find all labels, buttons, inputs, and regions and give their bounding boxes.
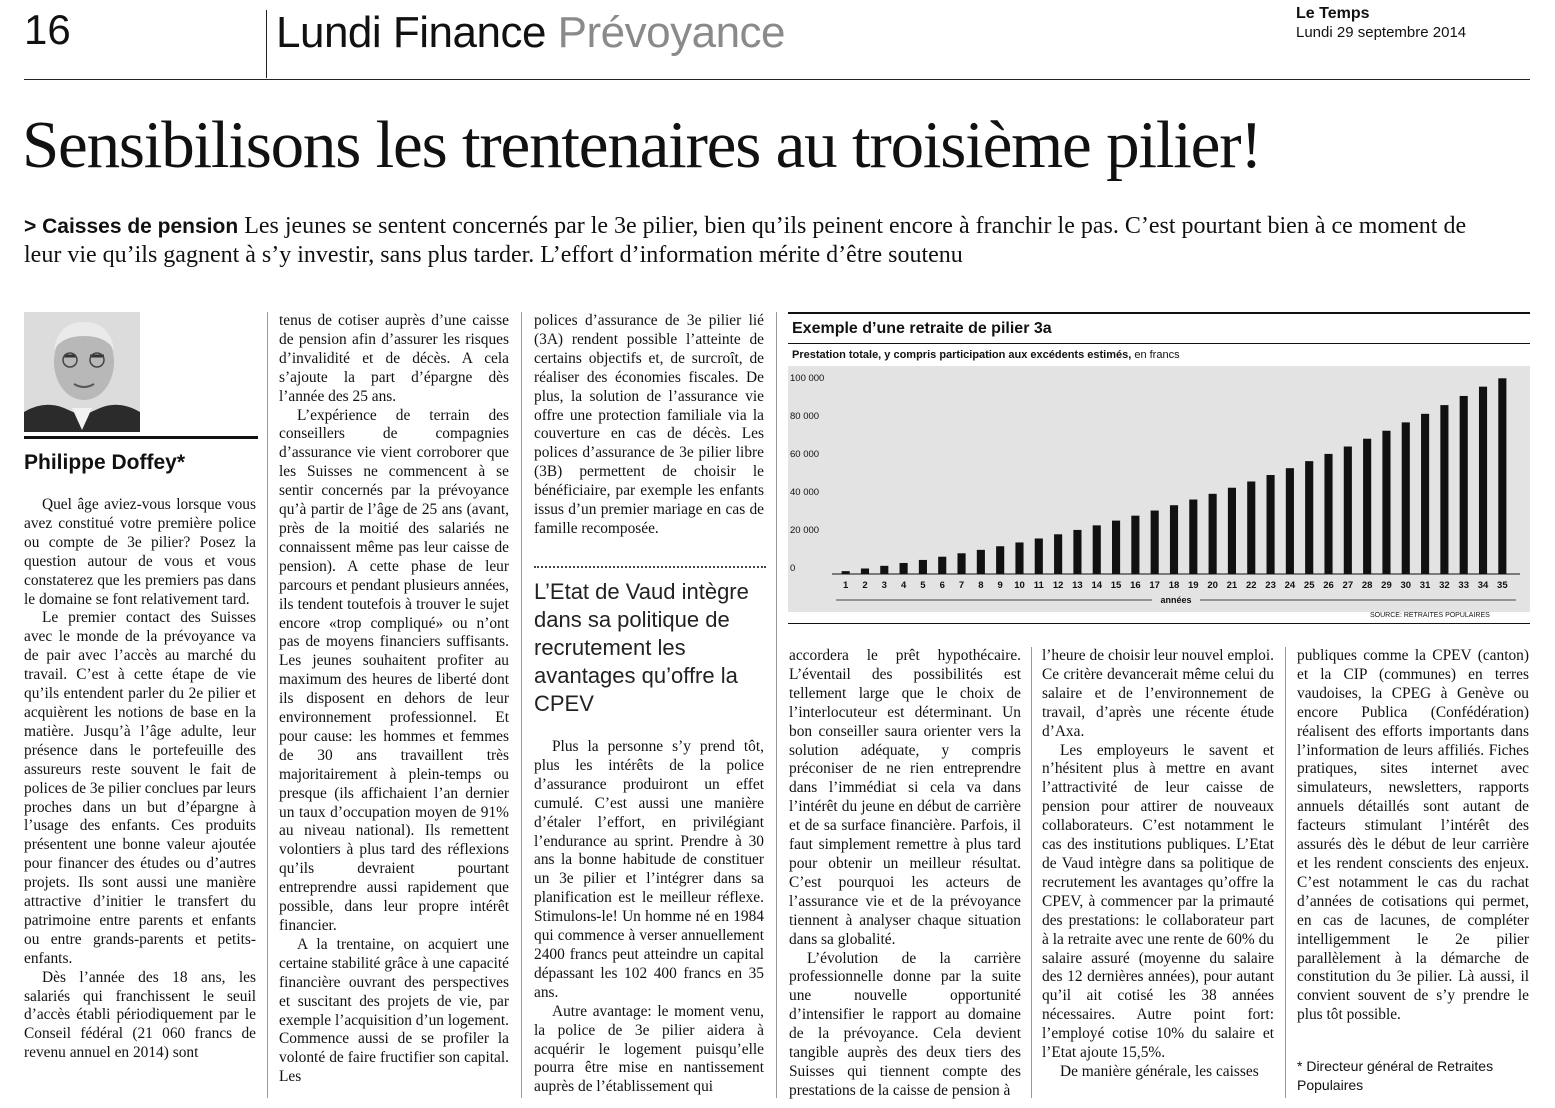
x-tick-label: 15 — [1110, 580, 1122, 591]
author-name: Philippe Doffey* — [24, 451, 186, 474]
x-tick-label: 26 — [1323, 580, 1334, 591]
paragraph: l’heure de choisir leur nouvel emploi. Ce critère devancerait même celui du salaire et de l’environnement de travail, d’après une récente étude d’Axa. — [1042, 647, 1274, 740]
subheading: L’Etat de Vaud intègre dans sa politique de recrutement les avantages qu’offre la CPEV — [534, 579, 749, 716]
bar — [1170, 505, 1178, 574]
lead-kicker: > Caisses de pension — [24, 215, 239, 238]
author-photo — [24, 312, 140, 432]
page-number: 16 — [24, 6, 71, 53]
header-divider — [266, 10, 267, 78]
x-tick-label: 24 — [1284, 580, 1296, 591]
column-rule — [267, 312, 268, 1098]
chart-subtitle-bold: Prestation totale, y compris participation aux excédents estimés, — [792, 349, 1132, 361]
bar — [1498, 378, 1506, 574]
paragraph: A la trentaine, on acquiert une certaine stabilité grâce à une capacité financière ouvrant des perspectives et suscitant des projets de vie, par exemple l’acquisition d’un logement. Commence aussi de se profiler la volonté de faire fructifier son capital. Les — [279, 935, 509, 1086]
bar — [1324, 454, 1332, 574]
chart-source: SOURCE: RETRAITES POPULAIRES — [1370, 612, 1490, 619]
x-tick-label: 27 — [1342, 580, 1354, 591]
bar — [842, 571, 850, 574]
bar — [1344, 447, 1352, 574]
bar — [1131, 516, 1139, 574]
bar — [1247, 481, 1255, 574]
article-column-1 — [24, 496, 256, 1063]
bar — [977, 550, 985, 574]
x-tick-label: 28 — [1361, 580, 1373, 591]
paragraph: accordera le prêt hypothécaire. L’éventail des possibilités est tellement large que le choix de l’interlocuteur est déterminant. Un bon conseiller saura orienter vers la solution adéquate, y compris préconiser de ne rien entreprendre dans l’immédiat si cela va dans l’intérêt du jeune en début de carrière et de sa surface financière. Parfois, il faut simplement remettre à plus tard pour obtenir un meilleur résultat. C’est pourquoi les acteurs de l’assurance vie et de la prévoyance tiennent à analyser chaque situation dans sa globalité. — [789, 647, 1021, 948]
x-tick-label: 21 — [1226, 580, 1238, 591]
publication-name: Le Temps — [1296, 5, 1370, 22]
article-column-3-top — [534, 312, 764, 539]
x-tick-label: 20 — [1207, 580, 1218, 591]
bar — [1267, 475, 1275, 574]
paragraph: tenus de cotiser auprès d’une caisse de pension afin d’assurer les risques d’invalidité et de décès. A cela s’ajoute la part d’épargne dès l’année des 25 ans. — [279, 312, 509, 405]
header-rule — [24, 79, 1530, 80]
paragraph: Dès l’année des 18 ans, les salariés qui franchissent le seuil d’accès établi périodiquement par le Conseil fédéral (21 060 francs de revenu annuel en 2014) sont — [24, 968, 256, 1062]
bar — [1228, 488, 1236, 574]
bar — [1209, 494, 1217, 574]
bar — [1440, 405, 1448, 574]
bar — [1305, 461, 1313, 574]
x-tick-label: 7 — [958, 580, 965, 591]
paragraph: Le premier contact des Suisses avec le monde de la prévoyance va de pair avec l’accès au marché du travail. C’est à cette étape de vie qu’ils entendent parler du 2e pilier et acquièrent les notions de base en la matière. Jusqu’à l’âge adulte, leur présence dans le portefeuille des assureurs reste souvent le fait de polices de 3e pilier conclues par leurs proches dans un but d’épargne à l’usage des enfants. Ces produits présentent une bonne valeur ajoutée pour financer des études ou d’autres projets. Ils sont aussi une manière attractive d’initier le transfert du patrimoine entre parents et enfants ou entre grands-parents et petits-enfants. — [24, 609, 256, 967]
x-tick-label: 10 — [1014, 580, 1025, 591]
article-column-5 — [1042, 647, 1274, 1082]
paragraph: polices d’assurance de 3e pilier lié (3A) rendent possible l’atteinte de certains objectifs et, de surcroît, de réaliser des économies fiscales. De plus, la solution de l’assurance vie offre une protection familiale via la couverture en cas de décès. Les polices d’assurance de 3e pilier libre (3B) permettent de choisir le bénéficiaire, par exemple les enfants issus d’un premier mariage en cas de famille recomposée. — [534, 312, 764, 537]
chart-title: Exemple d’une retraite de pilier 3a — [792, 320, 1052, 337]
x-tick-label: 12 — [1052, 580, 1064, 591]
chart-top-rule — [788, 312, 1530, 314]
author-portrait-image — [24, 312, 140, 432]
x-tick-label: 16 — [1130, 580, 1141, 591]
subsection-name: Prévoyance — [557, 8, 786, 57]
paragraph: Quel âge aviez-vous lorsque vous avez constitué votre première police ou compte de 3e pilier? Posez la question autour de vous et vous constaterez que les premiers pas dans le domaine se font relativement tard. — [24, 496, 256, 608]
y-tick-label: 100 000 — [790, 373, 825, 384]
bar — [1286, 468, 1294, 574]
x-tick-label: 22 — [1245, 580, 1257, 591]
bar — [1479, 387, 1487, 574]
column-rule — [521, 312, 522, 1098]
lead-text: Les jeunes se sentent concernés par le 3e pilier, bien qu’ils peinent encore à franchir le pas. C’est pourtant bien à ce moment de leur vie qu’ils gagnent à s’y investir, sans plus tarder. L’effort d’information mérite d’être soutenu — [24, 213, 1467, 268]
dotted-rule — [534, 566, 766, 568]
chart-background — [788, 366, 1530, 612]
bar — [1073, 530, 1081, 574]
chart-title-rule — [788, 343, 1530, 344]
paragraph: Plus la personne s’y prend tôt, plus les intérêts de la police d’assurance produiront un effet cumulé. C’est aussi une manière d’étaler l’effort, en privilégiant l’endurance au sprint. Prendre à 30 ans la bonne habitude de constituer un 3e pilier et l’intégrer dans sa planification est le meilleur réflexe. Stimulons-le! Un homme né en 1984 qui commence à verser annuellement 2400 francs peut atteindre un capital dépassant les 102 400 francs en 35 ans. — [534, 738, 764, 1001]
x-tick-label: 6 — [939, 580, 945, 591]
bar — [1421, 414, 1429, 574]
x-tick-label: 11 — [1033, 580, 1044, 591]
y-tick-label: 80 000 — [790, 411, 820, 422]
bar — [1382, 431, 1390, 574]
paragraph: L’évolution de la carrière professionnelle donne par la suite une nouvelle opportunité d’intensifier le rapport au domaine de la prévoyance. Cela devient tangible auprès des deux tiers des Suisses qui tiennent compte des prestations de la caisse de pension à — [789, 949, 1021, 1099]
x-tick-label: 14 — [1091, 580, 1103, 591]
bar — [861, 568, 869, 574]
x-tick-label: 33 — [1458, 580, 1470, 591]
bar — [1035, 538, 1043, 574]
article-column-3-bottom — [534, 738, 764, 1097]
publication-date: Lundi 29 septembre 2014 — [1296, 24, 1467, 41]
bar — [1054, 534, 1062, 574]
x-tick-label: 31 — [1419, 580, 1431, 591]
y-tick-label: 0 — [790, 563, 796, 574]
x-tick-label: 30 — [1400, 580, 1412, 591]
bar — [880, 566, 888, 574]
x-tick-label: 3 — [881, 580, 887, 591]
x-tick-label: 34 — [1477, 580, 1489, 591]
headline: Sensibilisons les trentenaires au troisième pilier! — [22, 108, 1262, 182]
x-tick-label: 2 — [862, 580, 868, 591]
x-tick-label: 4 — [900, 580, 907, 591]
bar — [1112, 521, 1120, 574]
x-tick-label: 29 — [1381, 580, 1392, 591]
lead-paragraph — [24, 212, 1494, 270]
bar — [957, 553, 965, 574]
paragraph: L’expérience de terrain des conseillers de compagnies d’assurance vie vient corroborer que les Suisses ne commencent à se sentir concernés par la prévoyance qu’à partir de l’âge de 25 ans (avant, près de la moitié des salariés ne connaissent même pas leur caisse de pension). A cette phase de leur parcours et pendant plusieurs années, ils tendent toutefois à trouver le sujet encore «trop compliqué» ou n’ont pas de moyens financiers suffisants. Les jeunes souhaitent profiter au maximum des heures de liberté dont ils disposent en dehors de leur environnement professionnel. Et pour cause: les hommes et femmes de 30 ans travaillent très majoritairement à plein-temps ou presque (ils affichaient l’an dernier un taux d’occupation moyen de 91% au niveau national). Ils remettent volontiers à plus tard des réflexions qu’ils devraient pourtant entreprendre aussi rapidement que possible, dans leur propre intérêt financier. — [279, 406, 509, 934]
x-tick-label: 8 — [978, 580, 984, 591]
article-column-2 — [279, 312, 509, 1087]
x-axis-label: années — [1160, 595, 1192, 605]
section-name: Lundi Finance — [276, 8, 546, 57]
x-tick-label: 18 — [1168, 580, 1180, 591]
bar — [919, 560, 927, 574]
article-column-4 — [789, 647, 1021, 1101]
x-tick-label: 25 — [1303, 580, 1315, 591]
paragraph: De manière générale, les caisses — [1060, 1062, 1259, 1080]
x-tick-label: 1 — [843, 580, 849, 591]
section-title — [276, 8, 785, 58]
x-tick-label: 35 — [1497, 580, 1508, 591]
x-tick-label: 9 — [997, 580, 1003, 591]
bar-chart — [788, 366, 1530, 612]
chart-subtitle — [792, 349, 1180, 361]
x-tick-label: 5 — [920, 580, 926, 591]
column-rule — [1285, 647, 1286, 1098]
bar — [1189, 500, 1197, 574]
y-tick-label: 20 000 — [790, 525, 820, 536]
paragraph: publiques comme la CPEV (canton) et la CIP (communes) en terres vaudoises, la CPEG à Genève ou encore Publica (Confédération) réalisent des efforts importants dans l’information de leurs affiliés. Fiches pratiques, sites internet avec simulateurs, newsletters, rapports annuels détaillés sont autant de facteurs stimulant l’intérêt des assurés dès le début de leur carrière et les rendent conscients des enjeux. C’est notamment le cas du rachat d’années de cotisations qui permet, en cas de lacunes, de compléter intelligemment le 2e pilier parallèlement à la démarche de constitution du 3e pilier. Là aussi, il convient souvent de s’y prendre le plus tôt possible. — [1297, 647, 1529, 1024]
x-tick-label: 19 — [1188, 580, 1199, 591]
x-tick-label: 23 — [1265, 580, 1276, 591]
bar — [1151, 511, 1159, 574]
bar — [1402, 422, 1410, 574]
author-rule — [24, 436, 258, 439]
column-rule — [1031, 647, 1032, 1098]
chart-bottom-rule — [788, 623, 1530, 624]
x-tick-label: 32 — [1439, 580, 1450, 591]
x-tick-label: 13 — [1072, 580, 1083, 591]
bar — [938, 557, 946, 574]
chart-subtitle-unit: en francs — [1131, 349, 1180, 361]
article-column-6 — [1297, 647, 1529, 1025]
bar — [1015, 542, 1023, 574]
paragraph: Les employeurs le savent et n’hésitent plus à mettre en avant l’attractivité de leur caisse de pension pour attirer de nouveaux collaborateurs. C’est notamment le cas des institutions publiques. L’Etat de Vaud intègre dans sa politique de recrutement les avantages qu’offre la CPEV, à commencer par la primauté des prestations: le collaborateur part à la retraite avec une rente de 60% du salaire assuré (moyenne du salaire des 12 dernières années), pour autant qu’il ait cotisé les 38 années nécessaires. Autre point fort: l’employé cotise 10% du salaire et l’Etat ajoute 15,5%. — [1042, 741, 1274, 1062]
bar — [900, 563, 908, 574]
bar — [1093, 525, 1101, 574]
bar — [1363, 439, 1371, 574]
paragraph: Autre avantage: le moment venu, la police de 3e pilier aidera à acquérir le logement puisqu’elle pourra être mise en nantissement auprès de l’établissement qui — [534, 1002, 764, 1096]
bar — [1460, 396, 1468, 574]
bar — [996, 546, 1004, 574]
y-tick-label: 60 000 — [790, 449, 820, 460]
y-tick-label: 40 000 — [790, 487, 820, 498]
author-footnote: * Directeur général de Retraites Populaires — [1297, 1058, 1494, 1093]
column-rule — [776, 312, 777, 1098]
x-tick-label: 17 — [1149, 580, 1160, 591]
